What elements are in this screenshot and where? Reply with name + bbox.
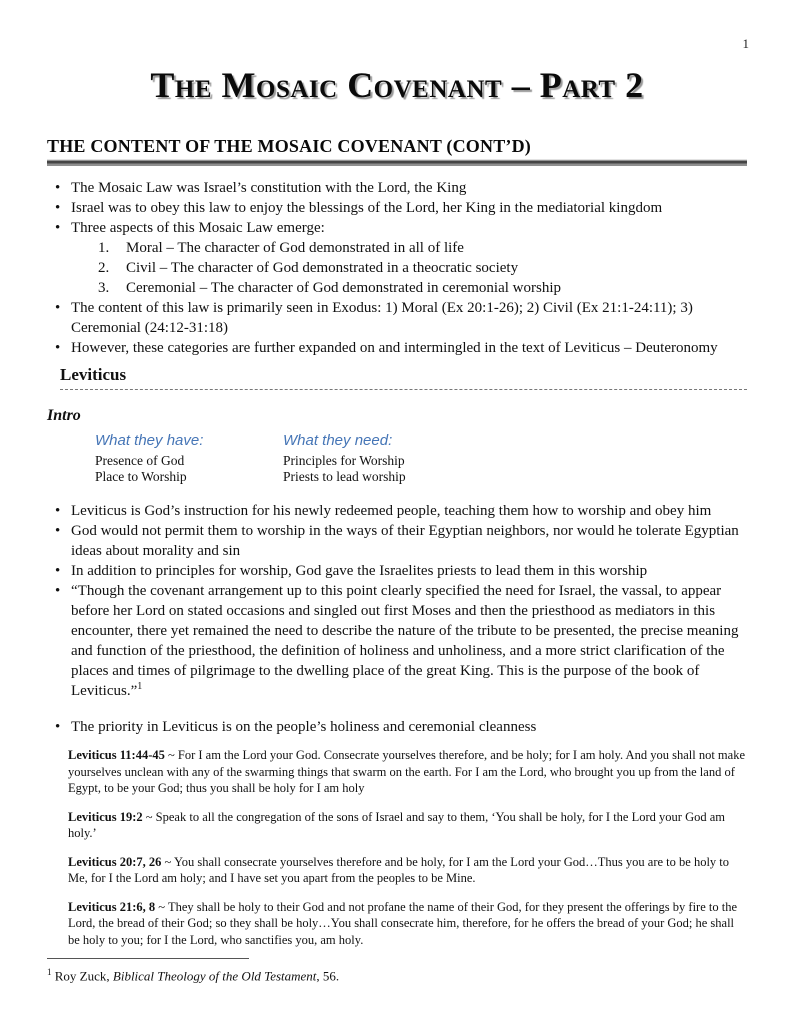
scripture-quotes bbox=[68, 747, 747, 948]
bullet-icon: • bbox=[55, 180, 61, 196]
numbered-item-number: 1. bbox=[98, 240, 110, 256]
numbered-item-text: Ceremonial – The character of God demonstrated in ceremonial worship bbox=[126, 280, 561, 296]
numbered-item bbox=[98, 258, 747, 278]
scripture-quote bbox=[68, 854, 747, 887]
list-item bbox=[47, 561, 747, 581]
section-heading-rule bbox=[47, 159, 747, 166]
list-item-text: The content of this law is primarily seen in Exodus: 1) Moral (Ex 20:1-26); 2) Civil (Ex 21:1-24:11); 3) Ceremonial (24:12-31:18) bbox=[71, 300, 693, 336]
bullet-icon: • bbox=[55, 340, 61, 356]
document-title: The Mosaic Covenant – Part 2 bbox=[150, 65, 644, 105]
list-item-text: Leviticus is God’s instruction for his newly redeemed people, teaching them how to worship and obey him bbox=[71, 503, 712, 519]
list-item bbox=[47, 298, 747, 338]
column-what-they-have bbox=[95, 432, 283, 485]
list-item-text: Israel was to obey this law to enjoy the blessings of the Lord, her King in the mediatorial kingdom bbox=[71, 200, 663, 216]
numbered-item-text: Moral – The character of God demonstrated in all of life bbox=[126, 240, 464, 256]
footnote-author: Roy Zuck, bbox=[54, 968, 113, 984]
numbered-sublist bbox=[47, 238, 747, 298]
list-item bbox=[47, 198, 747, 218]
list-item-text: The priority in Leviticus is on the people’s holiness and ceremonial cleanness bbox=[71, 719, 537, 735]
scripture-text: ~ For I am the Lord your God. Consecrate yourselves therefore, and be holy; for I am holy. And you shall not make yourselves unclean with any of the swarming things that swarm on the earth. For I am the Lord, who brought you up from the land of Egypt, to be your God; thus you shall be holy for I am holy bbox=[68, 748, 745, 795]
priority-bullet-list bbox=[47, 717, 747, 737]
scripture-ref: Leviticus 20:7, 26 bbox=[68, 854, 162, 869]
list-item bbox=[47, 521, 747, 561]
column-header-have: What they have: bbox=[95, 432, 204, 449]
list-item-text: However, these categories are further expanded on and intermingled in the text of Leviticus – Deuteronomy bbox=[71, 340, 718, 356]
footnote bbox=[47, 964, 747, 984]
bullet-icon: • bbox=[55, 503, 61, 519]
list-item-text: In addition to principles for worship, God gave the Israelites priests to lead them in this worship bbox=[71, 563, 648, 579]
footnote-page-ref: , 56. bbox=[316, 968, 340, 984]
scripture-text: ~ You shall consecrate yourselves therefore and be holy, for I am the Lord your God…Thus you are to be holy to Me, for I the Lord am holy; and I have set you apart from the peoples to be Mine. bbox=[68, 854, 730, 885]
list-item bbox=[47, 178, 747, 198]
footnote-marker: 1 bbox=[47, 967, 52, 977]
main-bullet-list bbox=[47, 178, 747, 358]
column-item: Priests to lead worship bbox=[283, 469, 406, 484]
list-item bbox=[47, 218, 747, 238]
column-what-they-need bbox=[283, 432, 406, 485]
footnote-separator bbox=[47, 958, 249, 959]
list-item-text bbox=[71, 581, 747, 701]
scripture-text: ~ Speak to all the congregation of the sons of Israel and say to them, ‘You shall be holy, for I the Lord your God am holy.’ bbox=[68, 809, 725, 840]
scripture-ref: Leviticus 21:6, 8 bbox=[68, 899, 156, 914]
list-item-text: The Mosaic Law was Israel’s constitution with the Lord, the King bbox=[71, 180, 467, 196]
page-number: 1 bbox=[742, 36, 749, 51]
bullet-icon: • bbox=[55, 523, 61, 539]
bullet-icon: • bbox=[55, 300, 61, 316]
intro-label: Intro bbox=[47, 407, 81, 424]
footnote-block bbox=[47, 958, 747, 984]
numbered-item bbox=[98, 238, 747, 258]
numbered-item-number: 2. bbox=[98, 260, 110, 276]
numbered-item-number: 3. bbox=[98, 280, 110, 296]
numbered-item-text: Civil – The character of God demonstrated in a theocratic society bbox=[126, 260, 519, 276]
list-item-text: God would not permit them to worship in the ways of their Egyptian neighbors, nor would he tolerate Egyptian ideas about morality and sin bbox=[71, 523, 739, 559]
quote-text: “Though the covenant arrangement up to this point clearly specified the need for Israel, the vassal, to appear before her Lord on stated occasions and singled out first Moses and then the priesthood as mediators in this encounter, there yet remained the need to describe the nature of the tribute to be presented, the precise meaning and function of the priesthood, the definition of holiness and unholiness, and a more strict clarification of the places and times of pilgrimage to the dwelling place of the great King. This is the purpose of the book of Leviticus.” bbox=[71, 583, 739, 699]
scripture-quote bbox=[68, 899, 747, 949]
scripture-ref: Leviticus 11:44-45 bbox=[68, 748, 165, 762]
scripture-text: ~ They shall be holy to their God and not profane the name of their God, for they present the offerings by fire to the Lord, the bread of their God; so they shall be holy…You shall consecrate him, therefore, for he offers the bread of your God; he shall be holy to you; for I the Lord, who sanctifies you, am holy. bbox=[68, 899, 737, 947]
column-item: Presence of God bbox=[95, 453, 185, 468]
column-item: Principles for Worship bbox=[283, 453, 405, 468]
scripture-ref: Leviticus 19:2 bbox=[68, 809, 143, 824]
scripture-quote bbox=[68, 747, 747, 797]
footnote-ref-superscript: 1 bbox=[137, 681, 143, 692]
bullet-icon: • bbox=[55, 563, 61, 579]
column-item: Place to Worship bbox=[95, 469, 187, 484]
bullet-icon: • bbox=[55, 719, 61, 735]
numbered-item bbox=[98, 278, 747, 298]
list-item bbox=[47, 338, 747, 358]
bullet-icon: • bbox=[55, 220, 61, 236]
section-heading: THE CONTENT OF THE MOSAIC COVENANT (CONT’D) bbox=[47, 136, 531, 156]
bullet-icon: • bbox=[55, 200, 61, 216]
column-header-need: What they need: bbox=[283, 432, 393, 449]
list-item bbox=[47, 581, 747, 701]
have-need-columns bbox=[95, 432, 747, 485]
scripture-quote bbox=[68, 809, 747, 842]
list-item bbox=[47, 717, 747, 737]
list-item-text: Three aspects of this Mosaic Law emerge: bbox=[71, 220, 325, 236]
leviticus-heading: Leviticus bbox=[60, 364, 747, 390]
footnote-work-title: Biblical Theology of the Old Testament bbox=[112, 968, 317, 984]
leviticus-bullet-list bbox=[47, 501, 747, 701]
bullet-icon: • bbox=[55, 583, 61, 599]
list-item bbox=[47, 501, 747, 521]
